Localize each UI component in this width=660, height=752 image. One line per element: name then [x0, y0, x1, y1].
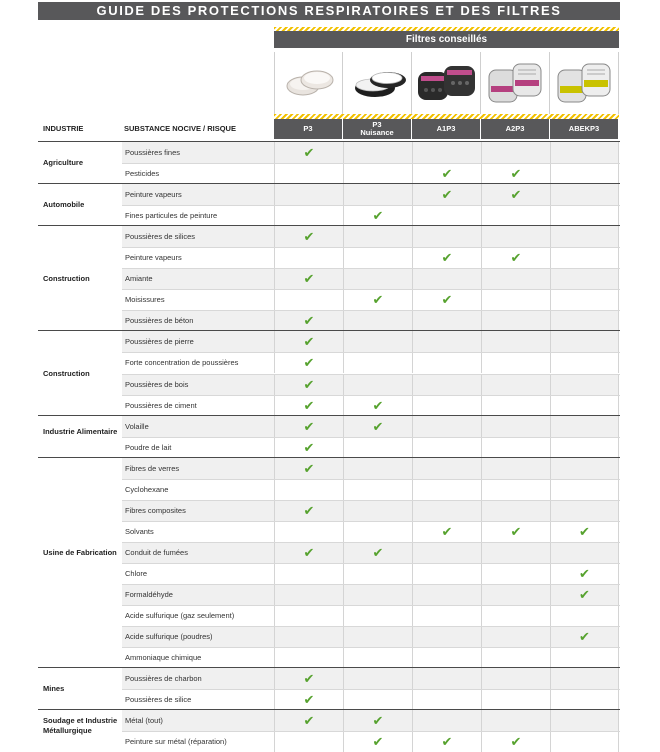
row-divider — [122, 163, 620, 164]
substance-column-header: SUBSTANCE NOCIVE / RISQUE — [124, 124, 236, 133]
empty-cell — [481, 352, 550, 373]
check-icon: ✔ — [481, 521, 550, 542]
filter-column-header-abekp3 — [550, 119, 619, 139]
row-divider — [122, 647, 620, 648]
empty-cell — [274, 289, 343, 310]
row-divider — [122, 437, 620, 438]
empty-cell — [481, 331, 550, 352]
industry-label: Agriculture — [43, 158, 84, 168]
row-divider — [122, 689, 620, 690]
table-row — [122, 163, 620, 184]
empty-cell — [343, 584, 412, 605]
check-icon: ✔ — [274, 331, 343, 352]
empty-cell — [412, 626, 481, 647]
empty-cell — [412, 647, 481, 668]
row-divider — [122, 563, 620, 564]
substance-label: Poussières de silice — [125, 695, 192, 705]
table-row — [122, 374, 620, 395]
empty-cell — [412, 352, 481, 373]
empty-cell — [412, 542, 481, 563]
substance-label: Chlore — [125, 569, 148, 578]
empty-cell — [343, 226, 412, 247]
empty-cell — [550, 647, 619, 668]
check-icon: ✔ — [412, 163, 481, 184]
empty-cell — [550, 500, 619, 521]
row-divider — [122, 395, 620, 396]
row-divider — [122, 205, 620, 206]
empty-cell — [550, 331, 619, 352]
substance-label: Cyclohexane — [125, 484, 169, 494]
substance-label: Poussières de béton — [122, 310, 274, 331]
industry-column-header: INDUSTRIE — [43, 124, 84, 133]
pink-cartridge-image — [481, 52, 550, 115]
white-round-filter-image — [274, 52, 343, 115]
check-icon: ✔ — [274, 668, 343, 689]
empty-cell — [481, 395, 550, 416]
empty-cell — [343, 647, 412, 668]
empty-cell — [412, 331, 481, 352]
empty-cell — [550, 605, 619, 626]
empty-cell — [550, 374, 619, 395]
empty-cell — [343, 163, 412, 184]
filter-column-subname: Nuisance — [360, 128, 394, 137]
table-row — [122, 563, 620, 584]
substance-label: Ammoniaque chimique — [125, 653, 202, 663]
substance-label: Amiante — [122, 268, 274, 289]
empty-cell — [550, 163, 619, 184]
substance-label: Fibres de verres — [122, 458, 274, 479]
empty-cell — [481, 689, 550, 710]
empty-cell — [550, 395, 619, 416]
yellow-cartridge-image — [550, 52, 619, 115]
check-icon: ✔ — [274, 542, 343, 563]
empty-cell — [412, 500, 481, 521]
check-icon: ✔ — [412, 289, 481, 310]
table-row — [122, 521, 620, 542]
check-icon: ✔ — [550, 521, 619, 542]
black-white-filter-image — [343, 52, 412, 115]
empty-cell — [412, 374, 481, 395]
substance-label: Poudre de lait — [125, 442, 172, 452]
table-row — [122, 331, 620, 352]
page-title: GUIDE DES PROTECTIONS RESPIRATOIRES ET DES FILTRES — [38, 2, 620, 20]
empty-cell — [343, 563, 412, 584]
industry-group — [38, 141, 620, 183]
table-row — [122, 226, 620, 247]
empty-cell — [343, 142, 412, 163]
industry-label: Construction — [43, 273, 90, 283]
check-icon: ✔ — [343, 416, 412, 437]
table-row — [122, 310, 620, 331]
substance-label: Poussières de silices — [122, 226, 274, 247]
empty-cell — [481, 142, 550, 163]
check-icon: ✔ — [481, 184, 550, 205]
industry-group — [38, 415, 620, 457]
substance-label: Solvants — [125, 526, 154, 536]
filter-column-name: P3 — [372, 120, 382, 129]
industry-label: Industrie Alimentaire — [43, 426, 118, 436]
row-divider — [122, 289, 620, 290]
empty-cell — [481, 668, 550, 689]
check-icon: ✔ — [343, 395, 412, 416]
empty-cell — [343, 247, 412, 268]
check-icon: ✔ — [274, 689, 343, 710]
substance-label: Fibres composites — [122, 500, 274, 521]
empty-cell — [550, 205, 619, 226]
check-icon: ✔ — [412, 247, 481, 268]
empty-cell — [481, 584, 550, 605]
check-icon: ✔ — [274, 142, 343, 163]
filters-header: Filtres conseillés — [274, 31, 619, 48]
empty-cell — [274, 647, 343, 668]
empty-cell — [550, 142, 619, 163]
check-icon: ✔ — [274, 268, 343, 289]
check-icon: ✔ — [343, 731, 412, 752]
table-row — [122, 395, 620, 416]
empty-cell — [481, 500, 550, 521]
empty-cell — [550, 437, 619, 458]
check-icon: ✔ — [274, 352, 343, 373]
industry-group — [38, 330, 620, 414]
empty-cell — [343, 458, 412, 479]
empty-cell — [550, 289, 619, 310]
empty-cell — [412, 479, 481, 500]
empty-cell — [274, 626, 343, 647]
check-icon: ✔ — [481, 247, 550, 268]
industry-group — [38, 457, 620, 668]
check-icon: ✔ — [343, 542, 412, 563]
empty-cell — [274, 605, 343, 626]
empty-cell — [274, 521, 343, 542]
table-row — [122, 647, 620, 668]
empty-cell — [412, 689, 481, 710]
row-divider — [122, 521, 620, 522]
empty-cell — [274, 563, 343, 584]
empty-cell — [343, 479, 412, 500]
check-icon: ✔ — [481, 731, 550, 752]
row-divider — [122, 268, 620, 269]
check-icon: ✔ — [412, 184, 481, 205]
empty-cell — [412, 310, 481, 331]
table-row — [122, 626, 620, 647]
row-divider — [122, 352, 620, 353]
row-divider — [122, 247, 620, 248]
industry-label: Soudage et Industrie Métallurgique — [43, 716, 118, 736]
check-icon: ✔ — [274, 395, 343, 416]
industry-label: Construction — [43, 368, 90, 378]
table-row — [122, 689, 620, 710]
empty-cell — [550, 689, 619, 710]
empty-cell — [343, 331, 412, 352]
check-icon: ✔ — [274, 437, 343, 458]
industry-group — [38, 667, 620, 709]
check-icon: ✔ — [274, 374, 343, 395]
empty-cell — [550, 731, 619, 752]
check-icon: ✔ — [550, 563, 619, 584]
substance-label: Métal (tout) — [122, 710, 274, 731]
substance-label: Peinture sur métal (réparation) — [125, 737, 227, 747]
empty-cell — [550, 710, 619, 731]
row-divider — [122, 542, 620, 543]
table-row — [122, 500, 620, 521]
substance-label: Peinture vapeurs — [122, 184, 274, 205]
empty-cell — [343, 184, 412, 205]
empty-cell — [481, 416, 550, 437]
empty-cell — [343, 437, 412, 458]
filter-column-name: A1P3 — [436, 124, 456, 133]
row-divider — [122, 605, 620, 606]
empty-cell — [481, 226, 550, 247]
empty-cell — [481, 458, 550, 479]
filter-images-row — [274, 52, 619, 115]
industry-group — [38, 225, 620, 330]
filter-column-header-p3 — [274, 119, 343, 139]
empty-cell — [412, 437, 481, 458]
empty-cell — [412, 416, 481, 437]
empty-cell — [550, 226, 619, 247]
check-icon: ✔ — [550, 584, 619, 605]
empty-cell — [550, 184, 619, 205]
row-divider — [122, 310, 620, 311]
row-divider — [122, 374, 620, 375]
row-divider — [122, 500, 620, 501]
substance-label: Poussières de ciment — [125, 400, 197, 410]
empty-cell — [343, 668, 412, 689]
empty-cell — [481, 289, 550, 310]
empty-cell — [481, 710, 550, 731]
substance-label: Poussières de charbon — [122, 668, 274, 689]
empty-cell — [274, 184, 343, 205]
empty-cell — [550, 458, 619, 479]
empty-cell — [412, 142, 481, 163]
empty-cell — [550, 668, 619, 689]
empty-cell — [412, 668, 481, 689]
empty-cell — [550, 268, 619, 289]
table-row — [122, 416, 620, 437]
table-row — [122, 542, 620, 563]
empty-cell — [343, 374, 412, 395]
empty-cell — [343, 352, 412, 373]
substance-label: Poussières de bois — [122, 374, 274, 395]
substance-label: Peinture vapeurs — [125, 253, 182, 263]
empty-cell — [550, 416, 619, 437]
empty-cell — [481, 563, 550, 584]
empty-cell — [343, 605, 412, 626]
empty-cell — [550, 247, 619, 268]
check-icon: ✔ — [412, 731, 481, 752]
empty-cell — [343, 626, 412, 647]
check-icon: ✔ — [274, 710, 343, 731]
table-row — [122, 584, 620, 605]
empty-cell — [481, 374, 550, 395]
black-pink-cartridge-image — [412, 52, 481, 115]
empty-cell — [481, 626, 550, 647]
empty-cell — [274, 584, 343, 605]
empty-cell — [481, 605, 550, 626]
empty-cell — [274, 163, 343, 184]
table-row — [122, 710, 620, 731]
empty-cell — [412, 226, 481, 247]
table-row — [122, 352, 620, 373]
empty-cell — [274, 205, 343, 226]
empty-cell — [343, 500, 412, 521]
empty-cell — [481, 205, 550, 226]
table-row — [122, 142, 620, 163]
empty-cell — [343, 521, 412, 542]
empty-cell — [412, 205, 481, 226]
empty-cell — [550, 352, 619, 373]
row-divider — [122, 626, 620, 627]
table-row — [122, 731, 620, 752]
empty-cell — [412, 395, 481, 416]
industry-group — [38, 183, 620, 225]
industry-label: Automobile — [43, 200, 85, 210]
check-icon: ✔ — [274, 458, 343, 479]
empty-cell — [481, 268, 550, 289]
industry-label: Usine de Fabrication — [43, 548, 117, 557]
empty-cell — [550, 310, 619, 331]
table-row — [122, 289, 620, 310]
empty-cell — [550, 479, 619, 500]
empty-cell — [412, 458, 481, 479]
empty-cell — [481, 310, 550, 331]
filter-column-header-a2p3 — [481, 119, 550, 139]
table-row — [122, 247, 620, 268]
substance-label: Volaille — [122, 416, 274, 437]
substance-label: Conduit de fumées — [122, 542, 274, 563]
check-icon: ✔ — [274, 416, 343, 437]
empty-cell — [343, 689, 412, 710]
table-row — [122, 205, 620, 226]
substance-label: Acide sulfurique (poudres) — [122, 626, 274, 647]
check-icon: ✔ — [343, 205, 412, 226]
empty-cell — [550, 542, 619, 563]
substance-label: Pesticides — [125, 169, 160, 179]
check-icon: ✔ — [481, 163, 550, 184]
empty-cell — [274, 479, 343, 500]
check-icon: ✔ — [550, 626, 619, 647]
filter-column-name: P3 — [303, 124, 313, 133]
check-icon: ✔ — [343, 710, 412, 731]
substance-label: Moisissures — [125, 295, 165, 305]
empty-cell — [343, 268, 412, 289]
filter-column-header-a1p3 — [412, 119, 481, 139]
table-row — [122, 668, 620, 689]
table-row — [122, 268, 620, 289]
substance-label: Acide sulfurique (gaz seulement) — [125, 611, 235, 621]
check-icon: ✔ — [343, 289, 412, 310]
empty-cell — [343, 310, 412, 331]
table-row — [122, 479, 620, 500]
check-icon: ✔ — [274, 310, 343, 331]
empty-cell — [274, 731, 343, 752]
substance-label: Forte concentration de poussières — [125, 358, 239, 368]
table-row — [122, 437, 620, 458]
industry-label: Mines — [43, 684, 65, 694]
empty-cell — [481, 479, 550, 500]
industry-group — [38, 709, 620, 751]
table-row — [122, 605, 620, 626]
table-row — [122, 458, 620, 479]
empty-cell — [412, 268, 481, 289]
empty-cell — [481, 437, 550, 458]
empty-cell — [412, 563, 481, 584]
empty-cell — [412, 710, 481, 731]
empty-cell — [274, 247, 343, 268]
substance-label: Formaldéhyde — [122, 584, 274, 605]
check-icon: ✔ — [274, 226, 343, 247]
empty-cell — [481, 647, 550, 668]
filter-column-header-p3-nuisance — [343, 119, 412, 139]
check-icon: ✔ — [274, 500, 343, 521]
row-divider — [122, 479, 620, 480]
filter-column-name: A2P3 — [505, 124, 525, 133]
row-divider — [122, 731, 620, 732]
table-row — [122, 184, 620, 205]
check-icon: ✔ — [412, 521, 481, 542]
row-divider — [122, 584, 620, 585]
substance-label: Poussières fines — [122, 142, 274, 163]
empty-cell — [412, 584, 481, 605]
filter-column-name: ABEKP3 — [568, 124, 600, 133]
empty-cell — [481, 542, 550, 563]
substance-label: Poussières de pierre — [122, 331, 274, 352]
substance-label: Fines particules de peinture — [125, 211, 218, 221]
empty-cell — [412, 605, 481, 626]
